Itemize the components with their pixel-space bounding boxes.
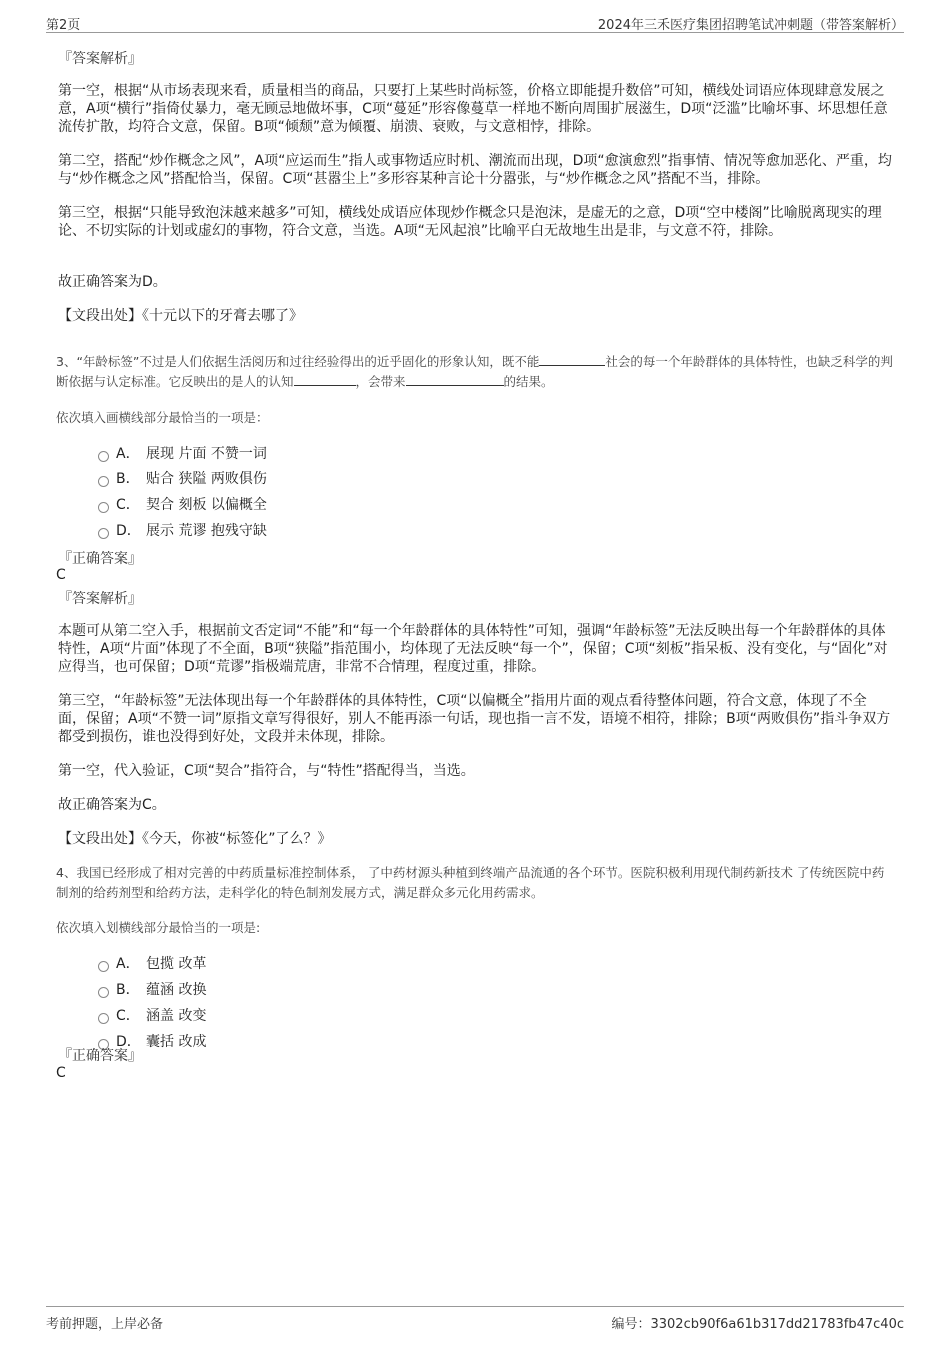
- conclusion: 故正确答案为D。: [58, 274, 167, 290]
- option-a[interactable]: A． 展现 片面 不赞一词: [98, 443, 267, 463]
- correct-answer-label: 『正确答案』: [58, 551, 142, 567]
- source-title: 《十元以下的牙膏去哪了》: [142, 308, 303, 324]
- source-line: [58, 307, 894, 325]
- radio-icon[interactable]: [98, 1013, 109, 1024]
- question-stem: 4、我国已经形成了相对完善的中药质量标准控制体系， 了中药材源头种植到终端产品流通的各个环节。医院积极利用现代制药新技术 了传统医院中药制剂的给药剂型和给药方法，走科学化的特色制剂发展方式，满足群众多元化用药需求。: [56, 865, 885, 900]
- radio-icon[interactable]: [98, 961, 109, 972]
- analysis-paragraph: 第三空，“年龄标签”无法体现出每一个年龄群体的具体特性，C项“以偏概全”指用片面的观点看待整体问题，符合文意，体现了不全面，保留；A项“不赞一词”原指文章写得很好，别人不能再添一句话，现也指一言不发，语境不相符，排除；B项“两败俱伤”指斗争双方都受到损伤，谁也没得到好处，文段并未体现，排除。: [58, 693, 891, 745]
- radio-icon[interactable]: [98, 502, 109, 513]
- conclusion: 故正确答案为C。: [58, 797, 166, 813]
- blank-3: [406, 372, 504, 386]
- source-line: [58, 830, 894, 848]
- page-number: 第2页: [46, 18, 81, 33]
- source-title: 《今天，你被“标签化”了么？》: [142, 831, 332, 847]
- blank-2: [294, 372, 356, 386]
- source-prefix: 【文段出处】: [58, 308, 142, 324]
- footer-slogan: 考前押题，上岸必备: [46, 1317, 164, 1332]
- question-stem: 3、“年龄标签”不过是人们依据生活阅历和过往经验得出的近乎固化的形象认知，既不能 社会的每一个年龄群体的具体特性，也缺乏科学的判断依据与认定标准。它反映出的是人的认知 ，会带来 的结果。: [56, 354, 893, 389]
- analysis-paragraph: 第一空，代入验证，C项“契合”指符合，与“特性”搭配得当，当选。: [58, 763, 475, 779]
- analysis-paragraph: 第一空，根据“从市场表现来看，质量相当的商品，只要打上某些时尚标签，价格立即能提升数倍”可知，横线处词语应体现肆意发展之意，A项“横行”指倚仗暴力，毫无顾忌地做坏事，C项“蔓延”形容像蔓草一样地不断向周围扩展滋生，D项“泛滥”比喻坏事、坏思想任意流传扩散，均符合文意，保留。B项“倾颓”意为倾覆、崩溃、衰败，与文意相悖，排除。: [58, 83, 888, 135]
- page-header: [46, 12, 904, 33]
- analysis-paragraph: 第三空，根据“只能导致泡沫越来越多”可知，横线处成语应体现炒作概念只是泡沫，是虚无的之意，D项“空中楼阁”比喻脱离现实的理论、不切实际的计划或虚幻的事物，符合文意，当选。A项“无风起浪”比喻平白无故地生出是非，与文意不符，排除。: [58, 205, 882, 239]
- option-b[interactable]: B． 蕴涵 改换: [98, 979, 206, 999]
- blank-1: [539, 352, 605, 366]
- radio-icon[interactable]: [98, 528, 109, 539]
- radio-icon[interactable]: [98, 987, 109, 998]
- option-a[interactable]: A． 包揽 改革: [98, 953, 206, 973]
- instruction: 依次填入划横线部分最恰当的一项是:: [56, 920, 261, 935]
- option-b[interactable]: B． 贴合 狭隘 两败俱伤: [98, 468, 267, 488]
- correct-answer: C: [56, 567, 66, 583]
- correct-answer: C: [56, 1065, 66, 1081]
- option-c[interactable]: C． 契合 刻板 以偏概全: [98, 494, 267, 514]
- option-d[interactable]: D． 囊括 改成: [98, 1031, 206, 1051]
- option-c[interactable]: C． 涵盖 改变: [98, 1005, 206, 1025]
- document-id: 编号：3302cb90f6a61b317dd21783fb47c40c: [611, 1317, 904, 1332]
- page-footer: [46, 1306, 904, 1332]
- option-d[interactable]: D． 展示 荒谬 抱残守缺: [98, 520, 267, 540]
- analysis-label: 『答案解析』: [58, 591, 142, 607]
- document-title: 2024年三禾医疗集团招聘笔试冲刺题（带答案解析）: [597, 18, 904, 33]
- analysis-paragraph: 第二空，搭配“炒作概念之风”，A项“应运而生”指人或事物适应时机、潮流而出现，D项“愈演愈烈”指事情、情况等愈加恶化、严重，均与“炒作概念之风”搭配恰当，保留。C项“甚嚣尘上”多形容某种言论十分嚣张，与“炒作概念之风”搭配不当，排除。: [58, 153, 892, 187]
- correct-answer-label: 『正确答案』: [58, 1048, 142, 1064]
- source-prefix: 【文段出处】: [58, 831, 142, 847]
- instruction: 依次填入画横线部分最恰当的一项是：: [56, 410, 269, 425]
- analysis-paragraph: 本题可从第二空入手，根据前文否定词“不能”和“每一个年龄群体的具体特性”可知，强调“年龄标签”无法反映出每一个年龄群体的具体特性，A项“片面”体现了不全面，B项“狭隘”指范围小，均体现了无法反映“每一个”，保留；C项“刻板”指呆板、没有变化，与“固化”对应得当，也可保留；D项“荒谬”指极端荒唐，非常不合情理，程度过重，排除。: [58, 623, 888, 675]
- radio-icon[interactable]: [98, 476, 109, 487]
- analysis-label: 『答案解析』: [58, 51, 142, 67]
- radio-icon[interactable]: [98, 451, 109, 462]
